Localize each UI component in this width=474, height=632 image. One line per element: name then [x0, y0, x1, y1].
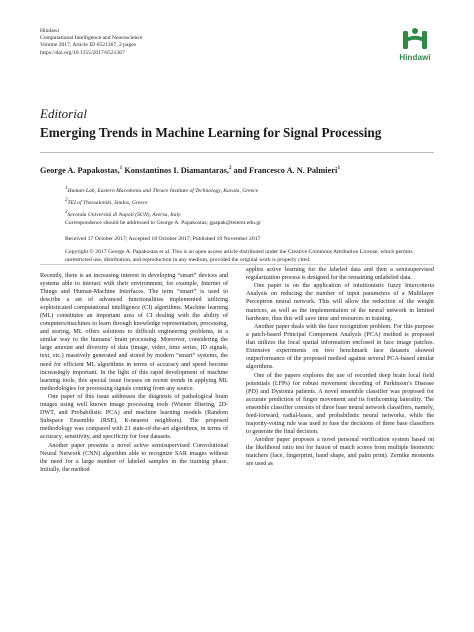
correspondence: Correspondence should be addressed to George A. Papakostas; gpapak@teiemt.edu.gr	[65, 220, 262, 226]
journal-info	[40, 28, 142, 57]
affiliation	[65, 184, 258, 196]
affiliation	[65, 196, 258, 208]
volume-line: Volume 2017, Article ID 6521367, 2 pages	[40, 42, 136, 49]
affiliations	[65, 184, 258, 220]
author-sup: 2	[228, 166, 232, 172]
body-paragraph: Another paper deals with the face recognition problem. For this purpose a patch-based Principal Component Analysis (PCA) method is proposed that utilizes the local spatial information enclosed in face image patches. Extensive experiments on two benchmark face datasets showed outperformance of the proposed method against several PCA-based similar algorithms.	[246, 323, 434, 371]
article-dates: Received 17 October 2017; Accepted 18 October 2017; Published 19 November 2017	[65, 236, 261, 242]
author-list	[40, 166, 340, 175]
body-paragraph: Another paper presents a novel active semisupervised Convolutional Neural Network (CNN) algorithm able to recognize SAR images without the need for a large number of labeled samples in the training phase. Initially, the method	[40, 442, 228, 473]
affiliation-text: TEI of Thessaloniki, Sindos, Greece	[67, 199, 148, 206]
doi-link[interactable]: https://doi.org/10.1155/2017/6521367	[40, 49, 125, 56]
title-divider	[40, 152, 434, 153]
journal-name: Computational Intelligence and Neuroscience	[40, 35, 143, 42]
article-kind: Editorial	[40, 106, 87, 121]
article-title: Emerging Trends in Machine Learning for Signal Processing	[40, 125, 382, 140]
logo-text: Hindawi	[399, 53, 431, 62]
author-name: and Francesco A. N. Palmieri	[231, 166, 338, 175]
affiliation-sup: 2	[65, 198, 68, 204]
affiliation-sup: 3	[65, 210, 68, 216]
body-column-right	[246, 266, 434, 468]
hindawi-logo	[393, 26, 437, 62]
author-sup: 1	[119, 166, 123, 172]
body-column-left	[40, 272, 228, 474]
body-paragraph: One of the papers explores the use of recorded deep brain local field potentials (LFPs) for robust movement decoding of Parkinson’s Disease (PD) and Dystonia patients. A novel ensemble classifier was proposed for accurate prediction of finger movement and its forthcoming laterality. The ensemble classifier consists of three base neural network classifiers, namely, feed-forward, radial-basis, and probabilistic neural networks, while the majority-voting rule was used to fuse the decisions of three base classifiers to generate the final decision.	[246, 372, 434, 435]
affiliation-text: Human-Lab, Eastern Macedonia and Thrace Institute of Technology, Kavala, Greece	[67, 187, 259, 194]
affiliation	[65, 208, 258, 220]
copyright-notice: Copyright © 2017 George A. Papakostas et al. This is an open access article distributed under the Creative Commons Attribution License, which permits unrestricted use, distribution, and reproduction in any medium, provided the original work is properly cited.	[65, 249, 413, 264]
body-paragraph: One paper of this issue addresses the diagnosis of pathological brain images using well known image processing tools (Wiener filtering, 2D-DWT, and Probabilistic PCA) and machine learning models (Random Subspace Ensemble (RSE), K-nearest neighbors). The proposed methodology was compared with 21 state-of-the-art algorithms, in terms of accuracy, sensitivity, and specificity for four datasets.	[40, 394, 228, 441]
affiliation-sup: 1	[65, 186, 68, 191]
author-sup: 3	[337, 166, 340, 172]
body-paragraph: Recently, there is an increasing interest in developing “smart” devices and systems able to interact with their environment, for example, Internet of Things and Human-Machine Interfaces. The term “smart” is used to describe a set of advanced functionalities implemented utilizing sophisticated computational intelligence (CI) algorithms. Machine learning (ML) constitutes an important area of CI dealing with the ability of computers/machines to learn through knowledge representation, processing, and storing, ML offers solutions to difficult engineering problems, in a similar way to the humans’ brain processing. Moreover, considering the large amount and diversity of data (image, video, time series, ID signals, text, etc.) massively generated and stored by modern “smart” systems, the need for efficient ML algorithms in terms of accuracy and speed become increasingly important. In the light of this rapid development of machine learning tools, this special issue focuses on recent trends in applying ML methodologies for processing signals coming from any source.	[40, 273, 228, 392]
body-paragraph: Another paper proposes a novel personal verification system based on the likelihood ratio test for fusion of match scores from multiple biometric matchers (face, fingerprint, hand shape, and palm print). Zernike moments are used as	[246, 437, 434, 468]
header-divider	[40, 264, 434, 265]
hindawi-logo-icon	[400, 26, 430, 52]
author-name: George A. Papakostas,	[40, 166, 120, 175]
author-name: Konstantinos I. Diamantaras,	[122, 166, 229, 175]
publisher: Hindawi	[40, 28, 60, 34]
body-paragraph: One paper is on the application of intuitionistic fuzzy Intercriteria Analysis on reducing the number of input parameters of a Multilayer Perceptron neural network. This will allow the reduction of the weight matrices, as well as the implementation of the neural network in limited hardware, thus this will save time and resources in training.	[246, 283, 434, 322]
body-paragraph: applies active learning for the labeled data and then a semisupervised regularization process is designed for the remaining unlabeled data.	[246, 267, 434, 282]
affiliation-text: Seconda Università di Napoli (SUN), Aversa, Italy	[67, 211, 181, 218]
